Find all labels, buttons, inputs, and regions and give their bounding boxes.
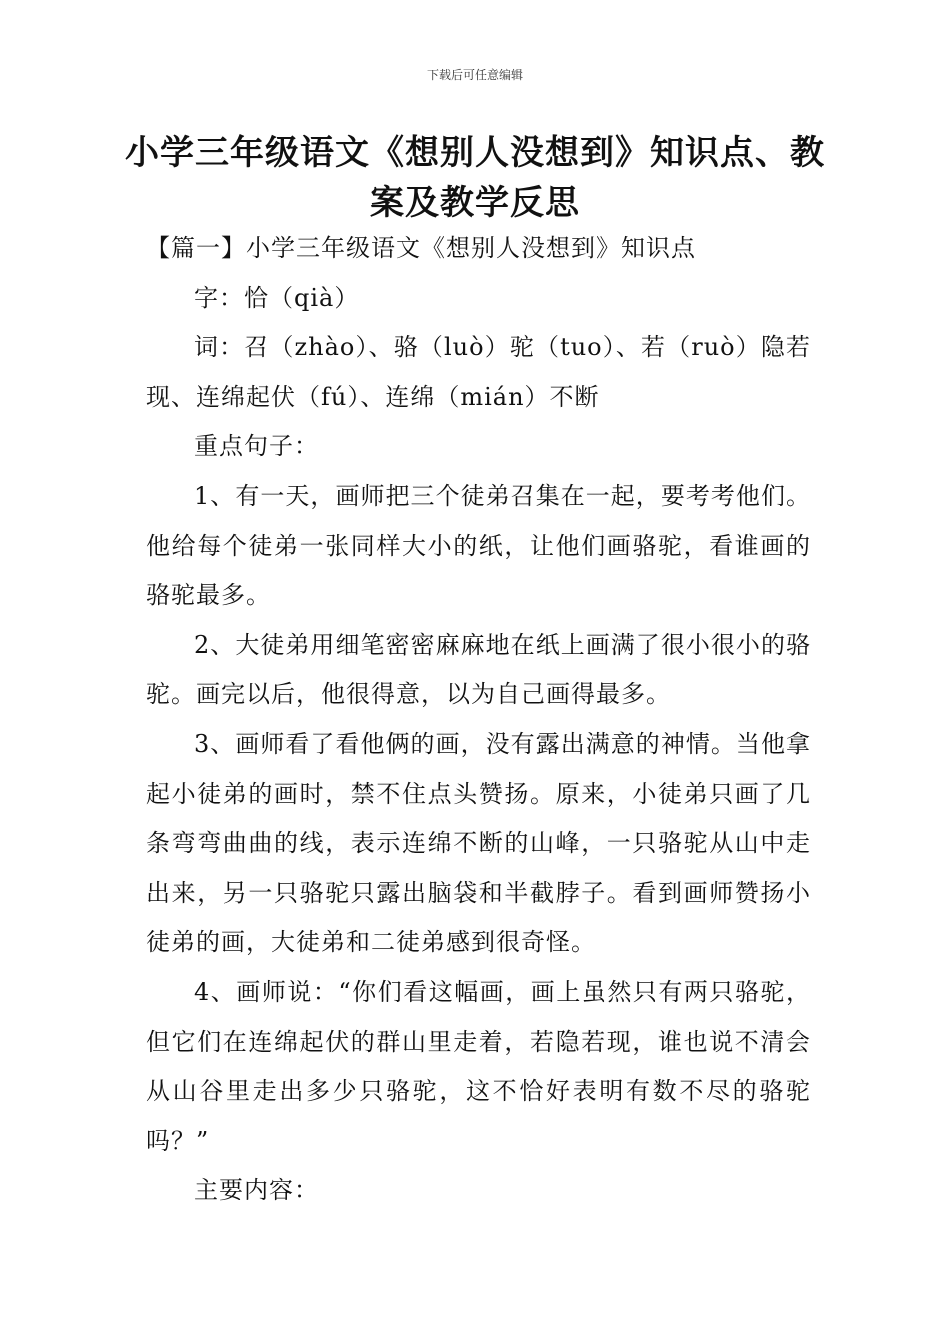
sentence-paragraph: 4、画师说：“你们看这幅画，画上虽然只有两只骆驼，但它们在连绵起伏的群山里走着，若隐若现，谁也说不清会从山谷里走出多少只骆驼，这不恰好表明有数不尽的骆驼吗？” — [146, 977, 811, 1155]
document-body — [146, 224, 811, 1216]
header-note: 下载后可任意编辑 — [426, 68, 523, 82]
document-title: 小学三年级语文《想别人没想到》知识点、教案及教学反思 — [125, 133, 825, 223]
section-heading: 【篇一】小学三年级语文《想别人没想到》知识点 — [146, 234, 696, 262]
main-content-label: 主要内容： — [194, 1176, 319, 1205]
key-sentences-label: 重点句子： — [194, 432, 319, 461]
char-line: 字：恰（qià） — [194, 283, 360, 312]
sentence-paragraph: 1、有一天，画师把三个徒弟召集在一起，要考考他们。他给每个徒弟一张同样大小的纸，让他们画骆驼，看谁画的骆驼最多。 — [146, 481, 811, 610]
sentence-paragraph: 3、画师看了看他俩的画，没有露出满意的神情。当他拿起小徒弟的画时，禁不住点头赞扬。原来，小徒弟只画了几条弯弯曲曲的线，表示连绵不断的山峰，一只骆驼从山中走出来，另一只骆驼只露出脑袋和半截脖子。看到画师赞扬小徒弟的画，大徒弟和二徒弟感到很奇怪。 — [146, 729, 811, 957]
word-line: 词：召（zhào）、骆（luò）驼（tuo）、若（ruò）隐若现、连绵起伏（fú）、连绵（mián）不断 — [146, 333, 811, 411]
sentence-paragraph: 2、大徒弟用细笔密密麻麻地在纸上画满了很小很小的骆驼。画完以后，他很得意，以为自己画得最多。 — [146, 630, 811, 709]
